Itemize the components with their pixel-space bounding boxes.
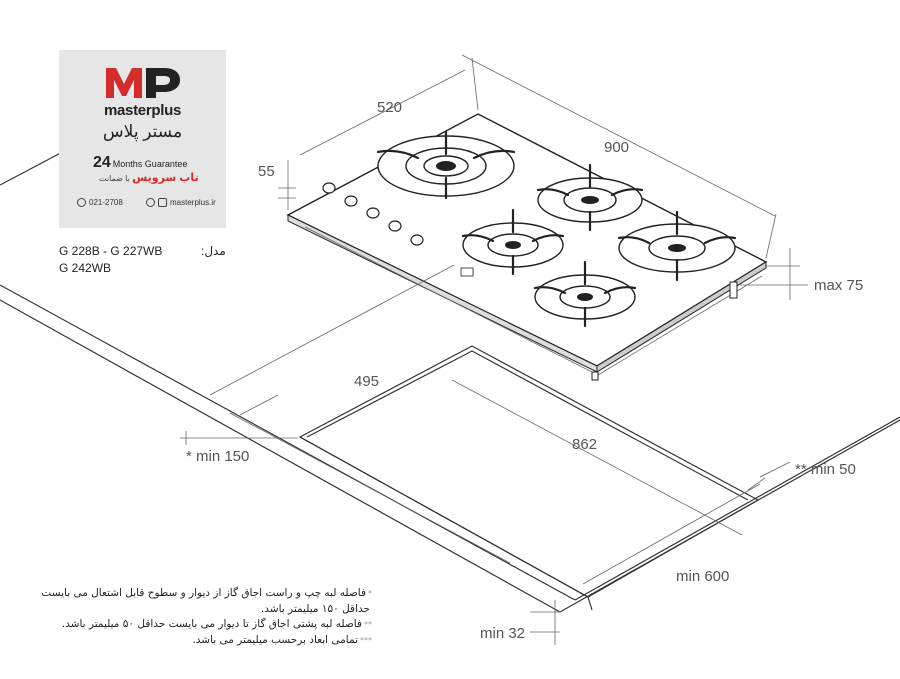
brand-name-en: masterplus [103,102,182,119]
model-line-1: G 228B - G 227WB [59,244,163,258]
model-label: مدل: [201,244,226,258]
model-line-2: G 242WB [59,261,112,275]
knob [411,235,423,245]
guarantee: 24 Months Guarantee [93,154,188,171]
dim-max-depth-label: max 75 [814,277,864,294]
brand-card [59,50,226,228]
web-contact: masterplus.ir [146,198,216,207]
phone-contact: 021-2708 [77,198,123,207]
knob [323,183,335,193]
knob [389,221,401,231]
dim-width-label: 900 [604,139,630,156]
dim-min-front-label: min 32 [480,625,526,642]
dim-min-cabinet-label: min 600 [676,568,730,585]
knob [367,208,379,218]
brand-name-fa: مستر پلاس [102,122,183,141]
installation-notes [41,586,372,648]
phone-icon [77,198,86,207]
note-line: ***تمامی ابعاد برحسب میلیمتر می باشد. [192,633,372,646]
note-line: **فاصله لبه پشتی اجاق گاز تا دیوار می بایست حداقل ۵۰ میلیمتر باشد. [61,618,372,630]
dim-cut-width-label: 862 [572,436,598,453]
note-line: حداقل ۱۵۰ میلیمتر باشد. [260,602,370,615]
guarantee-fa: تاب سرویس با ضمانت [99,172,199,184]
dim-cut-depth-label: 495 [354,373,380,390]
globe-icon [146,198,155,207]
masterplus-logo [104,66,182,100]
dim-min-side-label: * min 150 [186,448,250,465]
dim-height-label: 55 [258,163,275,180]
instagram-icon [158,198,167,207]
dim-min-back-label: ** min 50 [795,461,856,478]
dim-depth-label: 520 [377,99,403,116]
note-line: *فاصله لبه چپ و راست اجاق گاز از دیوار و سطوح قابل اشتعال می بایست [41,587,372,599]
knob [345,196,357,206]
